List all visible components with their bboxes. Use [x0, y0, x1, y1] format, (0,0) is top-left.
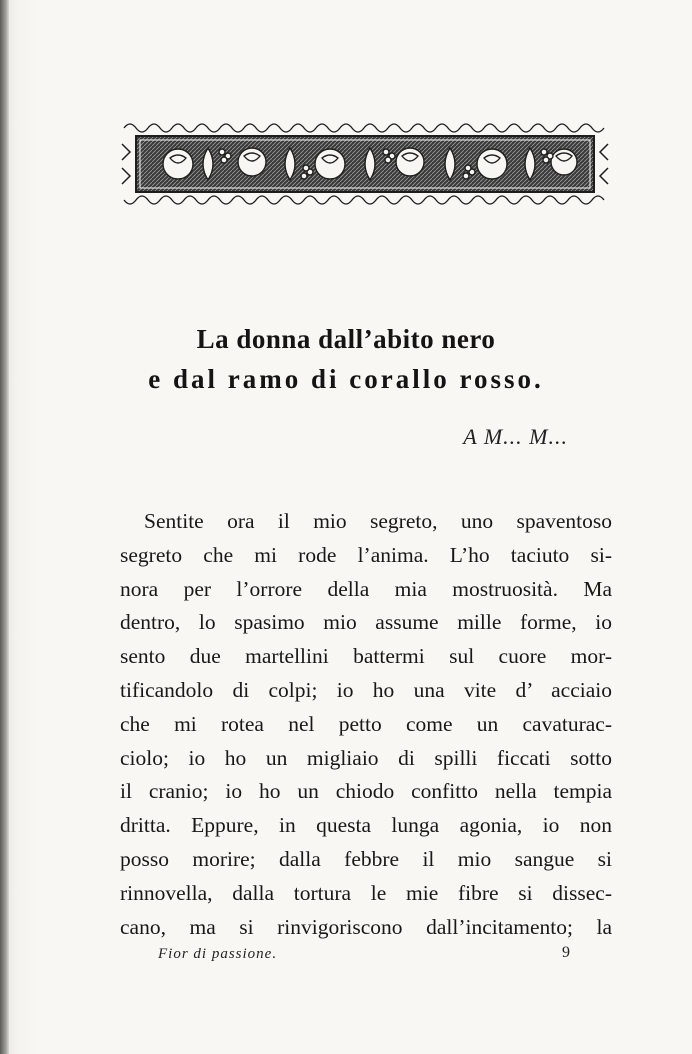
text-line: tificandolo di colpi; io ho una vite d’ acciaio	[120, 677, 612, 702]
text-line: cano, ma si rinvigoriscono dall’incitamento; la	[120, 914, 612, 939]
text-line: nora per l’orrore della mia mostruosità. Ma	[120, 576, 612, 601]
text-line: rinnovella, dalla tortura le mie fibre si dissec-	[120, 880, 612, 905]
text-line: Sentite ora il mio segreto, uno spaventoso	[144, 509, 612, 533]
text-line: segreto che mi rode l’anima. L’ho taciuto si-	[120, 542, 612, 567]
chapter-title-line-2: e dal ramo di corallo rosso.	[148, 364, 544, 394]
text-line: il cranio; io ho un chiodo confitto nella tempia	[120, 779, 612, 804]
page-spine-edge	[0, 0, 9, 1054]
page-number: 9	[562, 944, 570, 961]
text-line: dentro, lo spasimo mio assume mille forme, io	[120, 610, 612, 635]
text-line: che mi rotea nel petto come un cavaturac-	[120, 711, 612, 736]
dedication: A M... M...	[463, 424, 568, 449]
text-line: ciolo; io ho un migliaio di spilli ficcati sotto	[120, 745, 612, 770]
text-line: dritta. Eppure, in questa lunga agonia, io non	[120, 813, 612, 838]
chapter-title-line-1: La donna dall’abito nero	[196, 324, 496, 354]
text-line: sento due martellini battermi sul cuore mor-	[120, 644, 612, 669]
body-paragraph	[120, 505, 612, 944]
running-footer-title: Fior di passione.	[158, 946, 278, 962]
floral-header-ornament-icon	[120, 118, 610, 210]
text-line: posso morire; dalla febbre il mio sangue si	[120, 846, 612, 871]
